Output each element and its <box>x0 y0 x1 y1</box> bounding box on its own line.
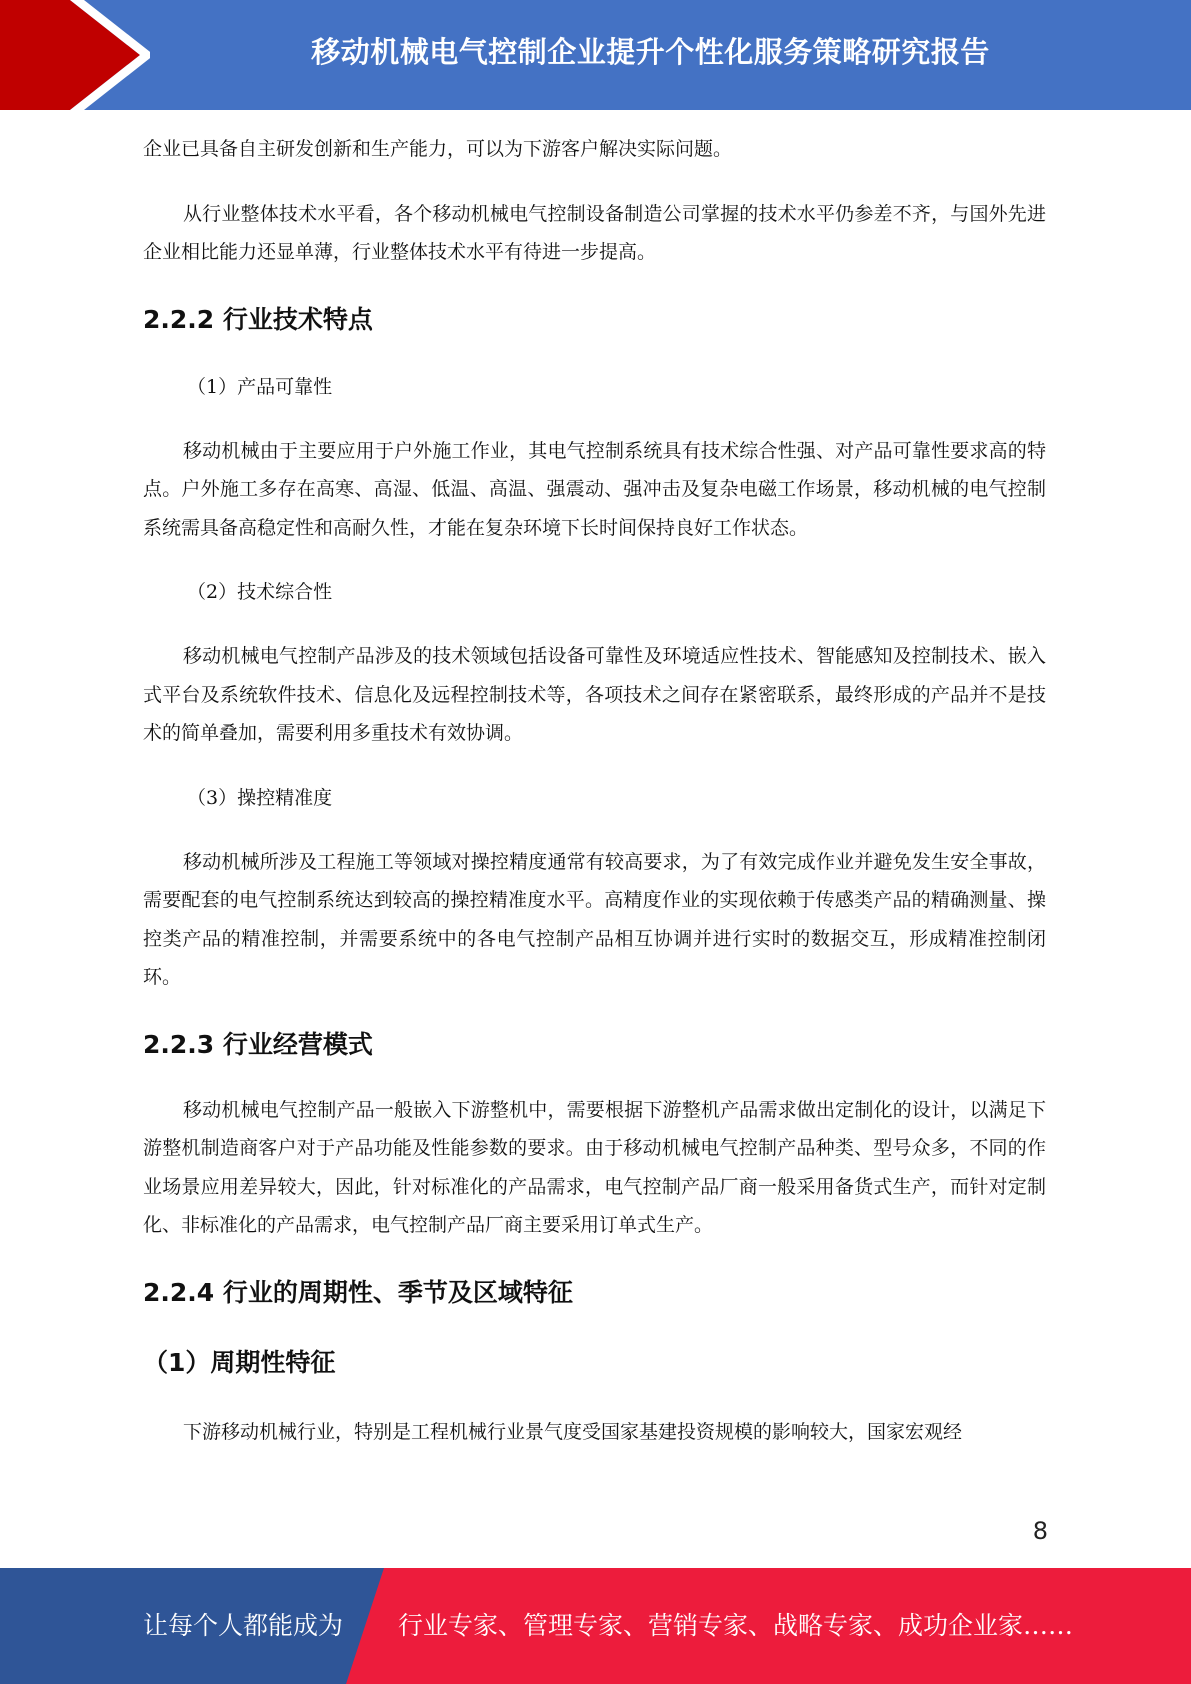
subheading-integration: （2）技术综合性 <box>187 581 333 603</box>
footer-slogan: 让每个人都能成为 <box>143 1611 344 1640</box>
subheading-cyclical: （1）周期性特征 <box>143 1347 336 1377</box>
paragraph-1: 企业已具备自主研发创新和生产能力，可以为下游客户解决实际问题。 <box>143 138 733 160</box>
section-heading-2-2-3: 2.2.3 行业经营模式 <box>143 1029 373 1059</box>
paragraph-2: 从行业整体技术水平看，各个移动机械电气控制设备制造公司掌握的技术水平仍参差不齐，与国外先进企业相比能力还显单薄，行业整体技术水平有待进一步提高。 <box>143 202 1046 263</box>
paragraph-4: 移动机械电气控制产品涉及的技术领域包括设备可靠性及环境适应性技术、智能感知及控制技术、嵌入式平台及系统软件技术、信息化及远程控制技术等，各项技术之间存在紧密联系，最终形成的产品并不是技术的简单叠加，需要利用多重技术有效协调。 <box>143 645 1046 744</box>
page-footer <box>0 1568 1191 1684</box>
section-heading-2-2-4: 2.2.4 行业的周期性、季节及区域特征 <box>143 1277 573 1307</box>
section-heading-2-2-2: 2.2.2 行业技术特点 <box>143 304 373 334</box>
subheading-reliability: （1）产品可靠性 <box>187 375 333 398</box>
paragraph-5: 移动机械所涉及工程施工等领域对操控精度通常有较高要求，为了有效完成作业并避免发生安全事故，需要配套的电气控制系统达到较高的操控精准度水平。高精度作业的实现依赖于传感类产品的精确测量、操控类产品的精准控制，并需要系统中的各电气控制产品相互协调并进行实时的数据交互，形成精准控制闭环。 <box>143 850 1046 988</box>
header-title: 移动机械电气控制企业提升个性化服务策略研究报告 <box>311 35 990 69</box>
page-number: 8 <box>1032 1517 1048 1545</box>
document-body <box>143 130 1046 1451</box>
footer-roles: 行业专家、管理专家、营销专家、战略专家、成功企业家…… <box>398 1611 1074 1640</box>
subheading-precision: （3）操控精准度 <box>187 786 333 809</box>
paragraph-3: 移动机械由于主要应用于户外施工作业，其电气控制系统具有技术综合性强、对产品可靠性要求高的特点。户外施工多存在高寒、高湿、低温、高温、强震动、强冲击及复杂电磁工作场景，移动机械的电气控制系统需具备高稳定性和高耐久性，才能在复杂环境下长时间保持良好工作状态。 <box>143 439 1046 539</box>
paragraph-6: 移动机械电气控制产品一般嵌入下游整机中，需要根据下游整机产品需求做出定制化的设计，以满足下游整机制造商客户对于产品功能及性能参数的要求。由于移动机械电气控制产品种类、型号众多，不同的作业场景应用差异较大，因此，针对标准化的产品需求，电气控制产品厂商一般采用备货式生产，而针对定制化、非标准化的产品需求，电气控制产品厂商主要采用订单式生产。 <box>143 1098 1046 1236</box>
paragraph-7: 下游移动机械行业，特别是工程机械行业景气度受国家基建投资规模的影响较大，国家宏观经 <box>183 1420 963 1443</box>
page-header <box>0 0 1191 110</box>
header-chevron-decoration <box>0 0 150 110</box>
